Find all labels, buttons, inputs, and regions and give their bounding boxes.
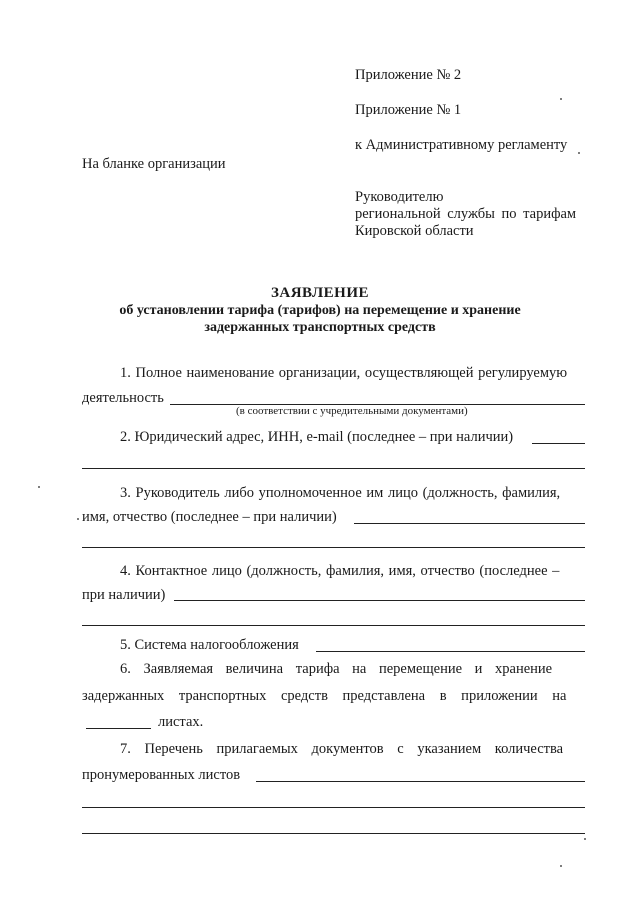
scan-speck (77, 518, 79, 520)
letterhead-note: На бланке организации (82, 156, 226, 172)
appendix-1-label: Приложение № 1 (355, 102, 462, 118)
item-7-line-1: 7. Перечень прилагаемых документов с указанием количества (120, 741, 564, 757)
item-4-fill-line-2 (82, 625, 585, 626)
item-7-fill-line-2 (82, 807, 585, 808)
scan-speck (560, 865, 562, 867)
item-6-line-2: задержанных транспортных средств представлена в приложении на (82, 688, 567, 704)
document-subtitle-line-2: задержанных транспортных средств (204, 320, 436, 335)
item-4-line-1: 4. Контактное лицо (должность, фамилия, имя, отчество (последнее – (120, 563, 560, 579)
addressee-line-2-text: региональной службы по тарифам (355, 206, 577, 222)
item-3-line-1: 3. Руководитель либо уполномоченное им лицо (должность, фамилия, (120, 485, 561, 501)
addressee-line-2 (355, 206, 583, 223)
item-4-line-2: при наличии) (82, 587, 166, 603)
item-4-fill-line-1 (174, 600, 585, 601)
addressee-line-1: Руководителю (355, 189, 444, 205)
scan-speck (584, 838, 586, 840)
item-7-fill-line-1 (256, 781, 585, 782)
item-3-fill-line-1 (354, 523, 585, 524)
item-6-sheets-fill-line (86, 728, 151, 729)
item-3-line-2: имя, отчество (последнее – при наличии) (82, 509, 337, 525)
item-6-line-1 (120, 661, 585, 678)
item-7-line-2: пронумерованных листов (82, 767, 241, 783)
regulation-reference: к Административному регламенту (355, 137, 568, 153)
item-6-line-1-text: 6. Заявляемая величина тарифа на перемещение и хранение (120, 661, 553, 677)
item-2-fill-line-1 (532, 443, 585, 444)
scan-speck (38, 486, 40, 488)
appendix-2-label: Приложение № 2 (355, 67, 462, 83)
document-title: ЗАЯВЛЕНИЕ (270, 285, 370, 301)
item-1-note: (в соответствии с учредительными документами) (236, 405, 468, 417)
item-6-line-3: листах. (158, 714, 204, 730)
item-5-label: 5. Система налогообложения (120, 637, 299, 653)
item-2-fill-line-2 (82, 468, 585, 469)
item-1-line-1: 1. Полное наименование организации, осуществляющей регулируемую (120, 365, 568, 381)
item-3-fill-line-2 (82, 547, 585, 548)
document-subtitle-line-1: об установлении тарифа (тарифов) на перемещение и хранение (119, 303, 521, 318)
addressee-line-3: Кировской области (355, 223, 474, 239)
item-2-label: 2. Юридический адрес, ИНН, e-mail (последнее – при наличии) (120, 429, 514, 445)
scan-speck (560, 98, 562, 100)
item-1-line-2: деятельность (82, 390, 164, 406)
item-5-fill-line (316, 651, 585, 652)
item-7-fill-line-3 (82, 833, 585, 834)
scan-speck (578, 152, 580, 154)
